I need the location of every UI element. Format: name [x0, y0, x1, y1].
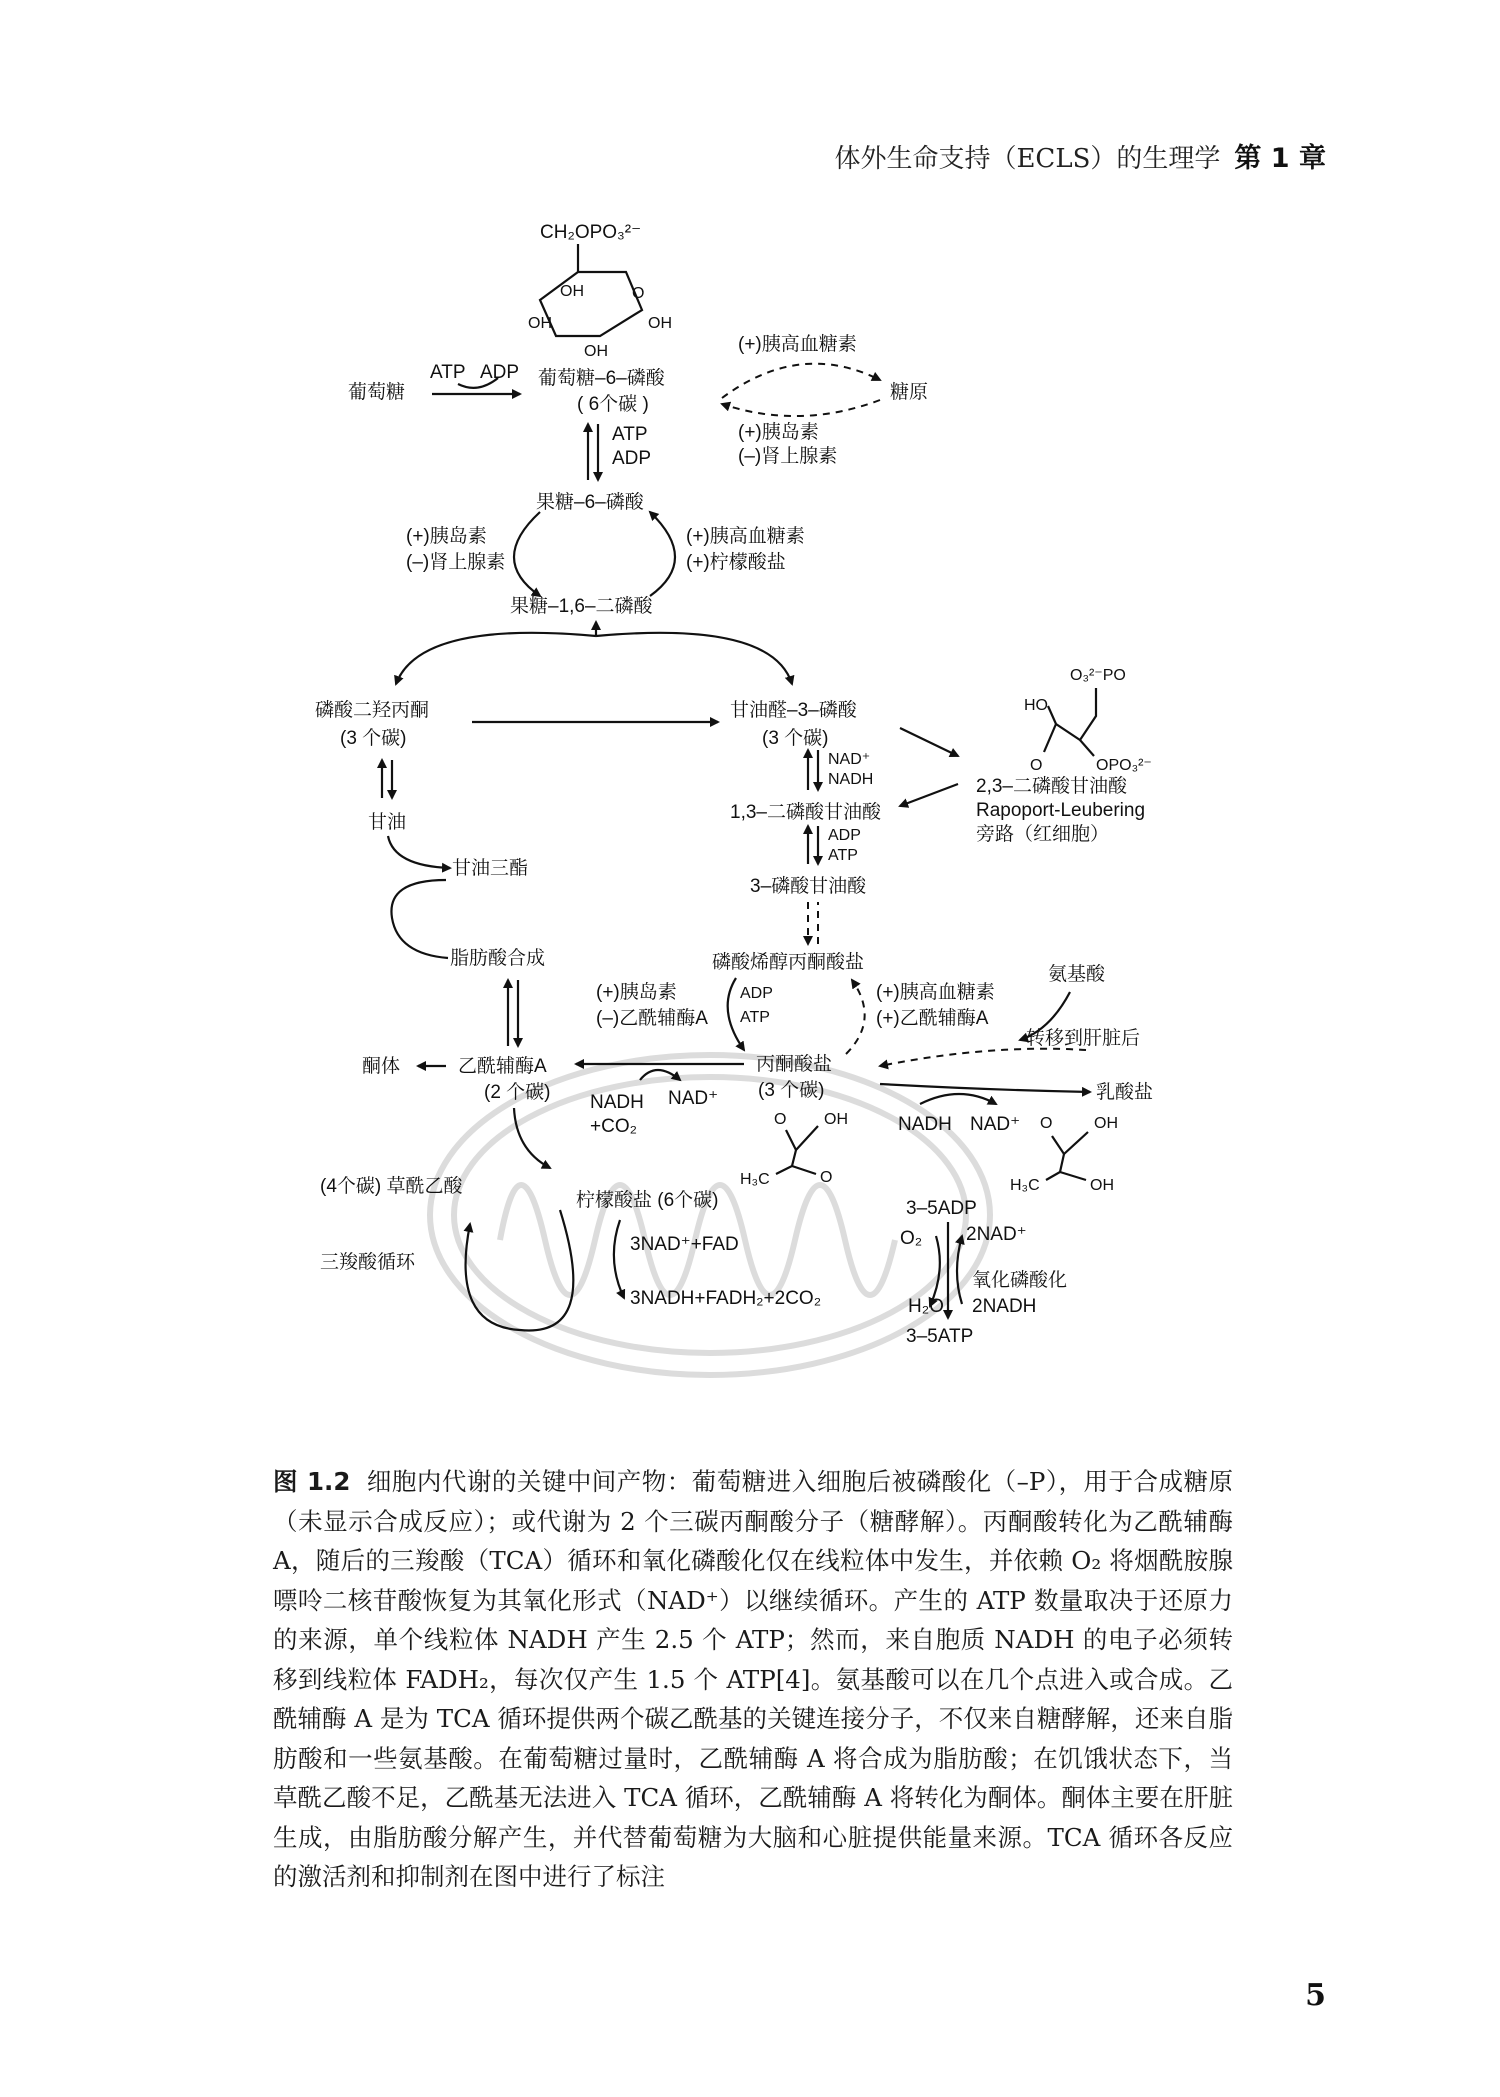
- pyruvate-o-label: O: [774, 1111, 787, 1128]
- acetylcoa-inhibitor-label: (–)乙酰辅酶A: [596, 1008, 708, 1029]
- adp-label-3: ADP: [828, 827, 861, 844]
- glucagon-label-2: (+)胰高血糖素: [686, 526, 805, 547]
- pyruvate-label: 丙酮酸盐: [756, 1054, 833, 1075]
- water-label: H₂O: [908, 1296, 944, 1317]
- bpg-1-3-label: 1,3–二磷酸甘油酸: [730, 802, 881, 823]
- insulin-label-2: (+)胰岛素: [406, 526, 487, 547]
- atp-label-4: ATP: [740, 1009, 770, 1026]
- ring-oxygen-label: O: [632, 285, 645, 302]
- pyruvate-structure: [740, 1111, 848, 1188]
- f6p-label: 果糖–6–磷酸: [536, 492, 644, 513]
- nadh-label-pdh: NADH: [590, 1092, 644, 1113]
- ketone-bodies-label: 酮体: [362, 1056, 401, 1077]
- glucagon-label-1: (+)胰高血糖素: [738, 334, 857, 355]
- bpg-ho-label: HO: [1024, 697, 1048, 714]
- chapter-label: 第 1 章: [1234, 143, 1326, 174]
- oxphos-nadh-label: 2NADH: [972, 1296, 1037, 1317]
- atp-label-3: ATP: [828, 847, 858, 864]
- oxygen-label: O₂: [900, 1228, 923, 1249]
- nadh-label-1: NADH: [828, 771, 874, 788]
- phosphate-group-label: CH₂OPO₃²⁻: [540, 222, 642, 243]
- tca-cycle-label: 三羧酸循环: [320, 1252, 416, 1273]
- epinephrine-label-2: (–)肾上腺素: [406, 552, 506, 573]
- g6p-label: 葡萄糖–6–磷酸: [538, 368, 665, 389]
- nadh-label-lactate: NADH: [898, 1114, 952, 1135]
- caption-text: 细胞内代谢的关键中间产物：葡萄糖进入细胞后被磷酸化（–P），用于合成糖原（未显示合成反应）；或代谢为 2 个三碳丙酮酸分子（糖酵解）。丙酮酸转化为乙酰辅酶 A，随后的三羧酸（TCA）循环和氧化磷酸化仅在线粒体中发生，并依赖 O₂ 将烟酰胺腺嘌呤二核苷酸恢复为其氧化形式（NAD⁺）以继续循环。产生的 ATP 数量取决于还原力的来源，单个线粒体 NADH 产生 2.5 个 ATP；然而，来自胞质 NADH 的电子必须转移到线粒体 FADH₂，每次仅产生 1.5 个 ATP[4]。氨基酸可以在几个点进入或合成。乙酰辅酶 A 是为 TCA 循环提供两个碳乙酰基的关键连接分子，不仅来自糖酵解，还来自脂肪酸和一些氨基酸。在葡萄糖过量时，乙酰辅酶 A 将合成为脂肪酸；在饥饿状态下，当草酰乙酸不足，乙酰基无法进入 TCA 循环，乙酰辅酶 A 将转化为酮体。酮体主要在肝脏生成，由脂肪酸分解产生，并代替葡萄糖为大脑和心脏提供能量来源。TCA 循环各反应的激活剂和抑制剂在图中进行了标注: [273, 1467, 1234, 1891]
- citrate-activator-label: (+)柠檬酸盐: [686, 552, 786, 573]
- adp-label-4: ADP: [740, 985, 773, 1002]
- figure-caption: [273, 1462, 1233, 1897]
- oxphos-nad-label: 2NAD⁺: [966, 1224, 1027, 1245]
- co2-label: +CO₂: [590, 1116, 637, 1137]
- nad-label-lactate: NAD⁺: [970, 1114, 1021, 1135]
- rapoport-label: Rapoport-Leubering: [976, 800, 1146, 821]
- oxaloacetate-label: (4个碳) 草酰乙酸: [320, 1176, 463, 1197]
- bpg-phosphate-top: O₃²⁻PO: [1070, 667, 1126, 684]
- acetylcoa-carbon-label: (2 个碳): [484, 1082, 551, 1103]
- lactate-oh-label: OH: [1094, 1115, 1118, 1132]
- insulin-label-3: (+)胰岛素: [596, 982, 677, 1003]
- lactate-o-label: O: [1040, 1115, 1053, 1132]
- tca-output-label: 3NADH+FADH₂+2CO₂: [630, 1288, 822, 1309]
- tca-input-label: 3NAD⁺+FAD: [630, 1234, 739, 1255]
- pep-label: 磷酸烯醇丙酮酸盐: [712, 952, 865, 973]
- epinephrine-label-1: (–)肾上腺素: [738, 446, 838, 467]
- bpg-2-3-label: 2,3–二磷酸甘油酸: [976, 776, 1127, 797]
- glycogen-label: 糖原: [890, 382, 929, 403]
- rbc-pathway-label: 旁路（红细胞）: [976, 824, 1110, 845]
- acetylcoa-activator-label: (+)乙酰辅酶A: [876, 1008, 989, 1029]
- f16bp-label: 果糖–1,6–二磷酸: [510, 596, 653, 617]
- oh-label-2: OH: [528, 315, 552, 332]
- pyruvate-methyl-label: H₃C: [740, 1171, 770, 1188]
- bpg-2-3-structure: [1024, 667, 1152, 774]
- glycerol-label: 甘油: [368, 812, 407, 833]
- triglyceride-label: 甘油三酯: [452, 858, 529, 879]
- adp-label-2: ADP: [612, 448, 652, 469]
- lactate-label: 乳酸盐: [1096, 1082, 1154, 1103]
- atp-label-2: ATP: [612, 424, 648, 445]
- adp-label-1: ADP: [480, 362, 520, 383]
- nad-label-pdh: NAD⁺: [668, 1088, 719, 1109]
- transfer-to-liver-label: 转移到肝脏后: [1026, 1028, 1141, 1049]
- oxphos-label: 氧化磷酸化: [972, 1270, 1068, 1291]
- fatty-acid-synthesis-label: 脂肪酸合成: [450, 948, 546, 969]
- pg3-label: 3–磷酸甘油酸: [750, 876, 867, 897]
- oh-label-3: OH: [648, 315, 672, 332]
- running-title: 体外生命支持（ECLS）的生理学: [834, 144, 1221, 174]
- oh-label-4: OH: [584, 343, 608, 360]
- glucagon-label-3: (+)胰高血糖素: [876, 982, 995, 1003]
- lactate-methyl-label: H₃C: [1010, 1177, 1040, 1194]
- oxphos-atp-label: 3–5ATP: [906, 1326, 974, 1347]
- oh-label-1: OH: [560, 283, 584, 300]
- lactate-hydroxyl-label: OH: [1090, 1177, 1114, 1194]
- oxphos-adp-label: 3–5ADP: [906, 1198, 977, 1219]
- pyruvate-oh-label: OH: [824, 1111, 848, 1128]
- acetylcoa-label: 乙酰辅酶A: [458, 1056, 547, 1077]
- g3p-carbon-label: (3 个碳): [762, 728, 829, 749]
- g3p-label: 甘油醛–3–磷酸: [730, 700, 857, 721]
- bpg-o-label: O: [1030, 757, 1043, 774]
- dhap-label: 磷酸二羟丙酮: [315, 700, 430, 721]
- glucose-6-phosphate-structure: [528, 222, 672, 360]
- insulin-label-1: (+)胰岛素: [738, 422, 819, 443]
- figure-label: 图 1.2: [273, 1467, 351, 1496]
- citrate-label: 柠檬酸盐 (6个碳): [576, 1190, 719, 1211]
- pyruvate-carbon-label: (3 个碳): [758, 1080, 825, 1101]
- atp-label-1: ATP: [430, 362, 466, 383]
- lactate-structure: [1010, 1115, 1118, 1194]
- bpg-phosphate-bottom: OPO₃²⁻: [1096, 757, 1152, 774]
- page-number: 5: [1305, 1978, 1326, 2013]
- glucose-label: 葡萄糖: [348, 382, 406, 403]
- nad-label-1: NAD⁺: [828, 751, 871, 768]
- g6p-carbon-label: ( 6个碳 ): [577, 394, 649, 415]
- amino-acids-label: 氨基酸: [1048, 964, 1106, 985]
- dhap-carbon-label: (3 个碳): [340, 728, 407, 749]
- pyruvate-ketone-o-label: O: [820, 1169, 833, 1186]
